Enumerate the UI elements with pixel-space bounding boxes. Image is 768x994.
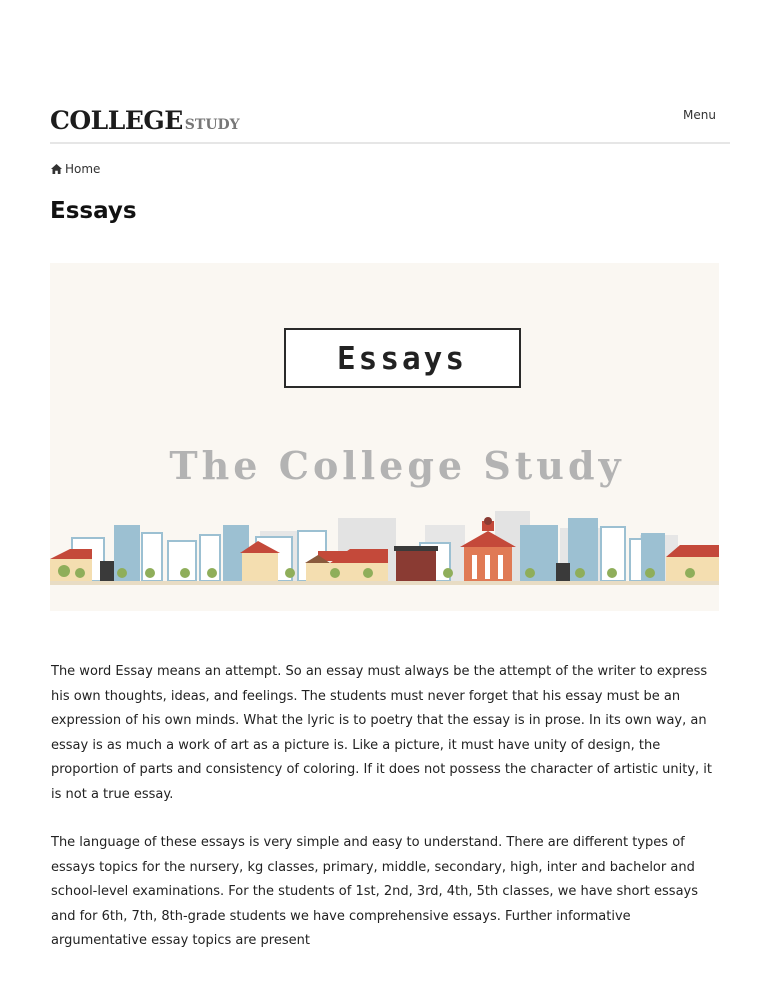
page-title: Essays: [50, 198, 137, 224]
hero-subtitle: The College Study: [169, 443, 625, 488]
breadcrumb: [51, 162, 100, 176]
article-paragraph: The word Essay means an attempt. So an essay must always be the attempt of the writer to express his own thoughts, ideas, and feelings. The students must never forget that his essay must be an expression of his own minds. What the lyric is to poetry that the essay is in prose. In its own way, an essay is as much a work of art as a picture is. Like a picture, it must have unity of design, the proportion of parts and consistency of coloring. If it does not possess the character of artistic unity, it is not a true essay.: [51, 664, 713, 802]
logo-sub-text: STUDY: [184, 117, 240, 133]
article-paragraph: The language of these essays is very simple and easy to understand. There are different types of essays topics for the nursery, kg classes, primary, middle, secondary, high, inter and bachelor and school-level examinations. For the students of 1st, 2nd, 3rd, 4th, 5th classes, we have short essays and for 6th, 7th, 8th-grade students we have comprehensive essays. Further informative argumentative essay topics are present: [51, 835, 699, 948]
site-header: [50, 104, 730, 144]
article-body: [51, 660, 723, 978]
hero-box-title: Essays: [337, 341, 467, 377]
home-icon: [51, 164, 62, 174]
menu-button[interactable]: Menu: [683, 108, 716, 122]
breadcrumb-home-link[interactable]: Home: [65, 162, 101, 176]
logo-main-text: COLLEGE: [50, 106, 183, 135]
site-logo[interactable]: [50, 106, 240, 135]
hero-banner: [50, 263, 719, 611]
